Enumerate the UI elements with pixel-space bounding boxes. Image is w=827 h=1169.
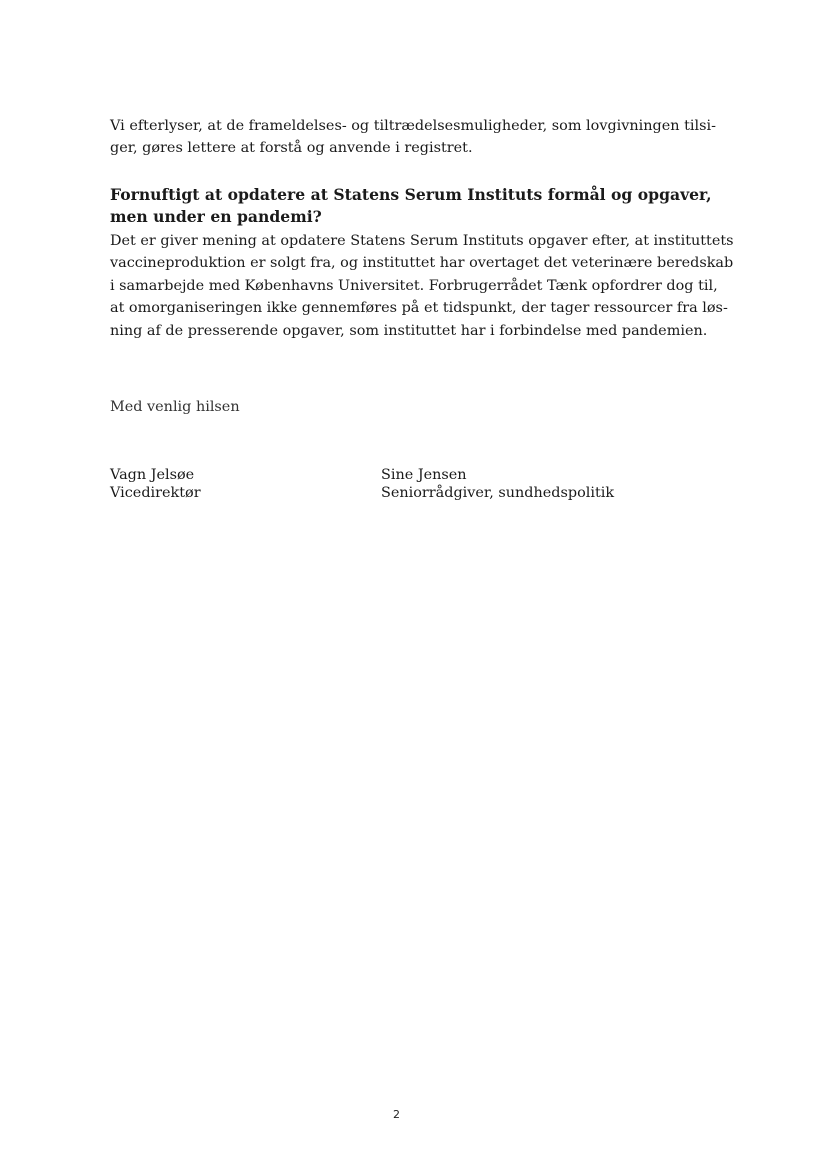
signatory-title: Vicedirektør	[110, 485, 201, 501]
heading-line: Fornuftigt at opdatere at Statens Serum Instituts formål og opgaver,	[110, 185, 712, 204]
section-heading	[110, 184, 712, 229]
body-line: Det er giver mening at opdatere Statens Serum Instituts opgaver efter, at instituttets	[110, 233, 734, 249]
signatory-name: Vagn Jelsøe	[110, 467, 195, 483]
signature-block-left	[110, 466, 201, 502]
section-body	[110, 230, 734, 342]
body-line: at omorganiseringen ikke gennemføres på et tidspunkt, der tager ressourcer fra løs-	[110, 300, 728, 317]
intro-paragraph	[110, 115, 716, 160]
page-number: 2	[393, 1108, 400, 1121]
signatory-name: Sine Jensen	[381, 467, 467, 483]
signature-block-right	[381, 466, 614, 502]
closing-salutation: Med venlig hilsen	[110, 399, 240, 415]
heading-line: men under en pandemi?	[110, 207, 322, 227]
body-line: ning af de presserende opgaver, som instituttet har i forbindelse med pandemien.	[110, 322, 708, 339]
signatory-title: Seniorrådgiver, sundhedspolitik	[381, 485, 615, 501]
body-line: vaccineproduktion er solgt fra, og instituttet har overtaget det veterinære beredskab	[110, 255, 734, 272]
intro-line: ger, gøres lettere at forstå og anvende i registret.	[110, 140, 473, 157]
intro-line: Vi efterlyser, at de frameldelses- og tiltrædelsesmuligheder, som lovgivningen tilsi-	[110, 118, 716, 134]
body-line: i samarbejde med Københavns Universitet. Forbrugerrådet Tænk opfordrer dog til,	[110, 277, 718, 294]
